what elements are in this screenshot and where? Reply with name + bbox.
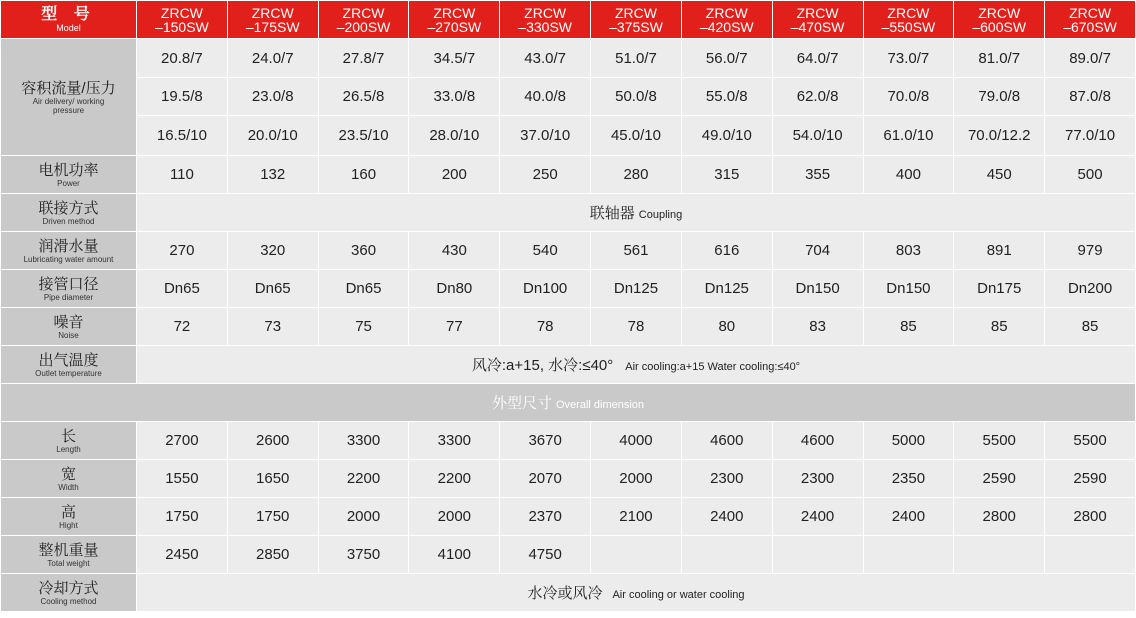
height-cell: 2100 xyxy=(591,498,682,536)
model-header xyxy=(137,1,228,39)
lubricating-cell: 430 xyxy=(409,232,500,270)
lubricating-cell: 360 xyxy=(318,232,409,270)
width-cell: 2070 xyxy=(500,460,591,498)
lubricating-row xyxy=(1,232,1136,270)
noise-cell: 85 xyxy=(1045,308,1136,346)
noise-label xyxy=(1,308,137,346)
pipe-cell: Dn65 xyxy=(227,270,318,308)
weight-cell: 4750 xyxy=(500,536,591,574)
model-header xyxy=(1045,1,1136,39)
power-cell: 315 xyxy=(681,156,772,194)
length-cell: 3300 xyxy=(318,422,409,460)
noise-cell: 73 xyxy=(227,308,318,346)
driven-label-cn: 联接方式 xyxy=(38,199,99,217)
model-label-en: Model xyxy=(56,22,81,33)
air-delivery-cell: 20.8/7 xyxy=(137,39,228,78)
pipe-cell: Dn200 xyxy=(1045,270,1136,308)
air-delivery-cell: 56.0/7 xyxy=(681,39,772,78)
power-cell: 500 xyxy=(1045,156,1136,194)
length-label xyxy=(1,422,137,460)
power-label-cn: 电机功率 xyxy=(38,161,99,179)
air-delivery-cell: 49.0/10 xyxy=(681,116,772,156)
air-delivery-cell: 16.5/10 xyxy=(137,116,228,156)
lubricating-cell: 320 xyxy=(227,232,318,270)
length-cell: 3300 xyxy=(409,422,500,460)
pipe-cell: Dn65 xyxy=(318,270,409,308)
lubricating-label-cn: 润滑水量 xyxy=(38,237,99,255)
noise-cell: 72 xyxy=(137,308,228,346)
air-delivery-cell: 19.5/8 xyxy=(137,78,228,116)
outlet-value-en: Air cooling:a+15 Water cooling:≤40° xyxy=(625,361,801,373)
cooling-label-cn: 冷却方式 xyxy=(38,579,99,597)
pipe-label-cn: 接管口径 xyxy=(38,275,99,293)
width-cell: 2300 xyxy=(681,460,772,498)
outlet-value xyxy=(137,346,1136,384)
air-delivery-cell: 34.5/7 xyxy=(409,39,500,78)
power-cell: 110 xyxy=(137,156,228,194)
power-cell: 250 xyxy=(500,156,591,194)
noise-cell: 80 xyxy=(681,308,772,346)
length-cell: 2600 xyxy=(227,422,318,460)
air-delivery-cell: 70.0/12.2 xyxy=(954,116,1045,156)
weight-label-cn: 整机重量 xyxy=(38,541,99,559)
power-cell: 355 xyxy=(772,156,863,194)
driven-label-en: Driven method xyxy=(42,216,95,226)
model-name: ZRCW –670SW xyxy=(1063,4,1117,35)
air-delivery-cell: 89.0/7 xyxy=(1045,39,1136,78)
width-row xyxy=(1,460,1136,498)
pipe-cell: Dn150 xyxy=(772,270,863,308)
weight-label-en: Total weight xyxy=(47,558,90,568)
air-delivery-cell: 28.0/10 xyxy=(409,116,500,156)
noise-label-cn: 噪音 xyxy=(53,313,84,331)
noise-cell: 85 xyxy=(954,308,1045,346)
air-delivery-cell: 54.0/10 xyxy=(772,116,863,156)
weight-row xyxy=(1,536,1136,574)
width-cell: 2350 xyxy=(863,460,954,498)
air-delivery-cell: 26.5/8 xyxy=(318,78,409,116)
air-delivery-cell: 50.0/8 xyxy=(591,78,682,116)
height-cell: 2400 xyxy=(772,498,863,536)
pipe-cell: Dn175 xyxy=(954,270,1045,308)
width-cell: 1650 xyxy=(227,460,318,498)
width-label-cn: 宽 xyxy=(60,465,76,483)
air-delivery-row-3 xyxy=(1,116,1136,156)
height-row xyxy=(1,498,1136,536)
air-delivery-cell: 87.0/8 xyxy=(1045,78,1136,116)
height-label-en: Hight xyxy=(59,520,78,530)
air-delivery-cell: 55.0/8 xyxy=(681,78,772,116)
power-label xyxy=(1,156,137,194)
length-label-en: Length xyxy=(56,444,81,454)
model-name: ZRCW –175SW xyxy=(245,4,300,35)
lubricating-label-en: Lubricating water amount xyxy=(23,254,114,264)
model-name: ZRCW –470SW xyxy=(790,4,845,35)
height-label xyxy=(1,498,137,536)
length-cell: 4600 xyxy=(772,422,863,460)
lubricating-cell: 616 xyxy=(681,232,772,270)
weight-cell xyxy=(1045,536,1136,574)
power-cell: 450 xyxy=(954,156,1045,194)
weight-cell: 2450 xyxy=(137,536,228,574)
outlet-label-cn: 出气温度 xyxy=(38,351,99,369)
model-header xyxy=(772,1,863,39)
weight-cell: 3750 xyxy=(318,536,409,574)
cooling-value-cn: 水冷或风冷 xyxy=(527,585,603,602)
cooling-value xyxy=(137,574,1136,612)
air-delivery-cell: 70.0/8 xyxy=(863,78,954,116)
power-row xyxy=(1,156,1136,194)
air-delivery-cell: 23.0/8 xyxy=(227,78,318,116)
width-cell: 2000 xyxy=(591,460,682,498)
model-name: ZRCW –600SW xyxy=(972,4,1027,35)
width-cell: 2300 xyxy=(772,460,863,498)
weight-cell: 4100 xyxy=(409,536,500,574)
air-delivery-cell: 27.8/7 xyxy=(318,39,409,78)
air-delivery-cell: 23.5/10 xyxy=(318,116,409,156)
driven-label xyxy=(1,194,137,232)
width-cell: 2590 xyxy=(954,460,1045,498)
model-header xyxy=(318,1,409,39)
pipe-cell: Dn125 xyxy=(591,270,682,308)
air-delivery-cell: 33.0/8 xyxy=(409,78,500,116)
weight-cell xyxy=(681,536,772,574)
model-name: ZRCW –150SW xyxy=(155,4,209,35)
height-label-cn: 高 xyxy=(60,503,76,521)
air-delivery-row-2 xyxy=(1,78,1136,116)
air-delivery-cell: 45.0/10 xyxy=(591,116,682,156)
length-cell: 5500 xyxy=(1045,422,1136,460)
air-delivery-label-en: Air delivery/ working pressure xyxy=(32,96,105,115)
air-delivery-cell: 64.0/7 xyxy=(772,39,863,78)
model-header xyxy=(227,1,318,39)
model-name: ZRCW –200SW xyxy=(336,4,391,35)
lubricating-label xyxy=(1,232,137,270)
power-cell: 280 xyxy=(591,156,682,194)
pipe-row xyxy=(1,270,1136,308)
noise-row xyxy=(1,308,1136,346)
outlet-label xyxy=(1,346,137,384)
length-cell: 4000 xyxy=(591,422,682,460)
air-delivery-label xyxy=(1,39,137,156)
air-delivery-cell: 79.0/8 xyxy=(954,78,1045,116)
noise-label-en: Noise xyxy=(58,330,79,340)
model-label-cell xyxy=(1,1,137,39)
lubricating-cell: 803 xyxy=(863,232,954,270)
length-cell: 3670 xyxy=(500,422,591,460)
power-cell: 132 xyxy=(227,156,318,194)
air-delivery-cell: 43.0/7 xyxy=(500,39,591,78)
air-delivery-cell: 40.0/8 xyxy=(500,78,591,116)
length-label-cn: 长 xyxy=(60,427,76,445)
length-cell: 5000 xyxy=(863,422,954,460)
weight-cell xyxy=(772,536,863,574)
length-row xyxy=(1,422,1136,460)
driven-value xyxy=(137,194,1136,232)
model-header xyxy=(954,1,1045,39)
outlet-row xyxy=(1,346,1136,384)
model-label-cn: 型 号 xyxy=(41,5,96,23)
length-cell: 5500 xyxy=(954,422,1045,460)
width-label xyxy=(1,460,137,498)
air-delivery-cell: 73.0/7 xyxy=(863,39,954,78)
model-header xyxy=(500,1,591,39)
pipe-cell: Dn100 xyxy=(500,270,591,308)
width-cell: 1550 xyxy=(137,460,228,498)
lubricating-cell: 704 xyxy=(772,232,863,270)
air-delivery-cell: 62.0/8 xyxy=(772,78,863,116)
air-delivery-cell: 81.0/7 xyxy=(954,39,1045,78)
weight-cell xyxy=(863,536,954,574)
model-header xyxy=(681,1,772,39)
weight-cell xyxy=(591,536,682,574)
width-label-en: Width xyxy=(58,482,79,492)
model-name: ZRCW –420SW xyxy=(699,4,754,35)
air-delivery-cell: 51.0/7 xyxy=(591,39,682,78)
power-cell: 200 xyxy=(409,156,500,194)
height-cell: 2400 xyxy=(863,498,954,536)
height-cell: 2000 xyxy=(318,498,409,536)
cooling-label xyxy=(1,574,137,612)
outlet-value-cn: 风冷:a+15, 水冷:≤40° xyxy=(471,357,614,374)
lubricating-cell: 891 xyxy=(954,232,1045,270)
lubricating-cell: 979 xyxy=(1045,232,1136,270)
model-name: ZRCW –330SW xyxy=(518,4,572,35)
dimension-section-row xyxy=(1,384,1136,422)
pipe-cell: Dn65 xyxy=(137,270,228,308)
model-header xyxy=(863,1,954,39)
air-delivery-cell: 24.0/7 xyxy=(227,39,318,78)
cooling-row xyxy=(1,574,1136,612)
air-delivery-cell: 37.0/10 xyxy=(500,116,591,156)
height-cell: 2000 xyxy=(409,498,500,536)
pipe-label xyxy=(1,270,137,308)
air-delivery-cell: 77.0/10 xyxy=(1045,116,1136,156)
height-cell: 2400 xyxy=(681,498,772,536)
driven-row xyxy=(1,194,1136,232)
power-label-en: Power xyxy=(57,178,80,188)
air-delivery-label-cn: 容积流量/压力 xyxy=(21,79,116,97)
weight-label xyxy=(1,536,137,574)
weight-cell: 2850 xyxy=(227,536,318,574)
power-cell: 400 xyxy=(863,156,954,194)
power-cell: 160 xyxy=(318,156,409,194)
noise-cell: 78 xyxy=(500,308,591,346)
driven-value-en: Coupling xyxy=(638,209,683,221)
height-cell: 2370 xyxy=(500,498,591,536)
noise-cell: 83 xyxy=(772,308,863,346)
noise-cell: 78 xyxy=(591,308,682,346)
pipe-label-en: Pipe diameter xyxy=(43,292,94,302)
cooling-label-en: Cooling method xyxy=(40,596,97,606)
height-cell: 1750 xyxy=(227,498,318,536)
model-header xyxy=(591,1,682,39)
noise-cell: 77 xyxy=(409,308,500,346)
width-cell: 2200 xyxy=(409,460,500,498)
outlet-label-en: Outlet temperature xyxy=(35,368,102,378)
length-cell: 2700 xyxy=(137,422,228,460)
air-delivery-row-1 xyxy=(1,39,1136,78)
dimension-title-en: Overall dimension xyxy=(555,399,645,411)
pipe-cell: Dn80 xyxy=(409,270,500,308)
header-row xyxy=(1,1,1136,39)
cooling-value-en: Air cooling or water cooling xyxy=(612,589,745,601)
lubricating-cell: 270 xyxy=(137,232,228,270)
width-cell: 2200 xyxy=(318,460,409,498)
dimension-title-cn: 外型尺寸 xyxy=(491,395,552,412)
model-name: ZRCW –550SW xyxy=(881,4,936,35)
pipe-cell: Dn150 xyxy=(863,270,954,308)
model-name: ZRCW –270SW xyxy=(427,4,482,35)
weight-cell xyxy=(954,536,1045,574)
lubricating-cell: 540 xyxy=(500,232,591,270)
driven-value-cn: 联轴器 xyxy=(589,205,635,222)
dimension-section-title xyxy=(1,384,1136,422)
height-cell: 1750 xyxy=(137,498,228,536)
air-delivery-cell: 61.0/10 xyxy=(863,116,954,156)
length-cell: 4600 xyxy=(681,422,772,460)
pipe-cell: Dn125 xyxy=(681,270,772,308)
noise-cell: 85 xyxy=(863,308,954,346)
width-cell: 2590 xyxy=(1045,460,1136,498)
air-delivery-cell: 20.0/10 xyxy=(227,116,318,156)
noise-cell: 75 xyxy=(318,308,409,346)
height-cell: 2800 xyxy=(954,498,1045,536)
height-cell: 2800 xyxy=(1045,498,1136,536)
model-name: ZRCW –375SW xyxy=(609,4,663,35)
model-header xyxy=(409,1,500,39)
lubricating-cell: 561 xyxy=(591,232,682,270)
